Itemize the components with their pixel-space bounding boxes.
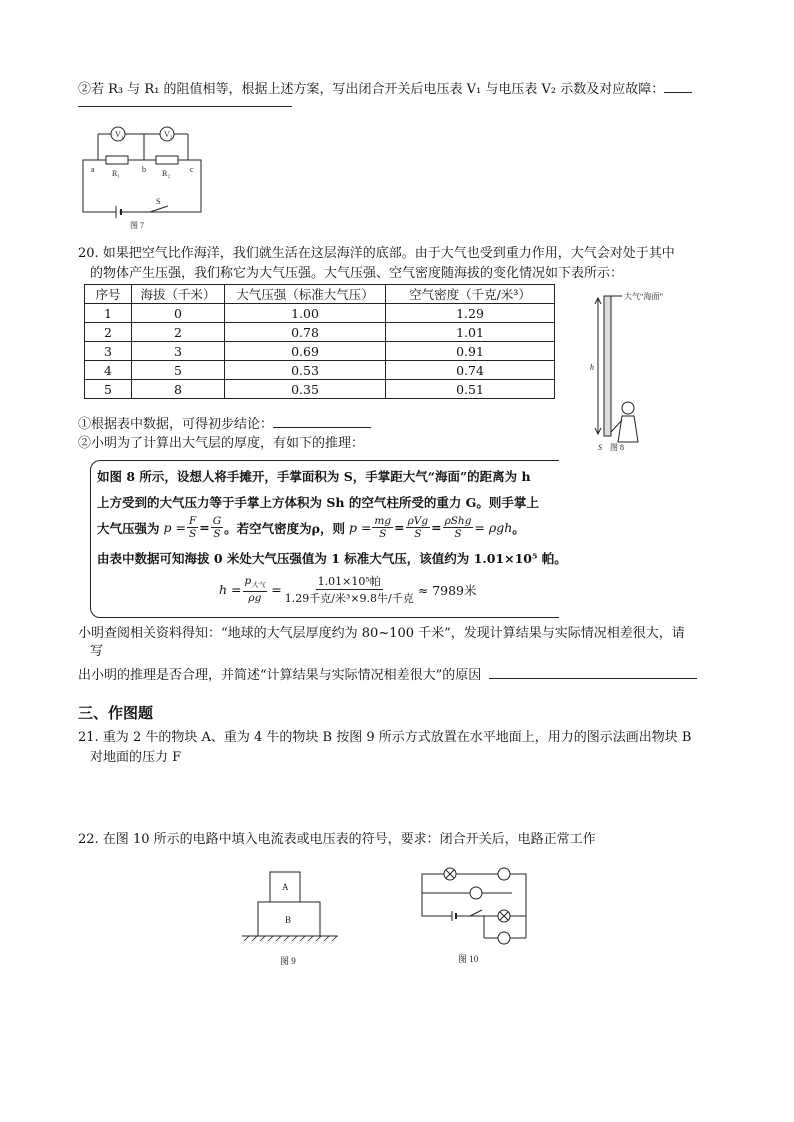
reasoning-line: 大气压强为 p = $\frac{F}{S}$ = $\frac{G}{S}$ 。若空气密度为ρ，则 p = $\frac{mg}{S}$ = $\frac{\text{ρVg}}{S}$ = $\frac{\text{ρShg}}{S}$ = ρgh 。: [97, 515, 525, 540]
svg-text:图 7: 图 7: [130, 221, 144, 230]
table-row: 2 2 0.78 1.01: [85, 323, 555, 342]
figure-7-circuit: [78, 120, 210, 232]
table-row: 3 3 0.69 0.91: [85, 342, 555, 361]
svg-text:a: a: [91, 165, 95, 174]
svg-text:V₁: V₁: [115, 130, 124, 139]
table-header: 空气密度（千克/米³）: [386, 285, 555, 304]
svg-text:S: S: [598, 443, 602, 452]
q20-after-line1: 小明查阅相关资料得知：“地球的大气层厚度约为 80~100 千米”，发现计算结果与实际情况相差很大，请: [78, 626, 685, 641]
q21-line2: 对地面的压力 F: [90, 750, 182, 765]
data-table: [84, 284, 555, 399]
svg-text:b: b: [142, 165, 146, 174]
q20-intro-line2: 的物体产生压强，我们称它为大气压强。大气压强、空气密度随海拔的变化情况如下表所示：: [90, 266, 624, 281]
q20-after-line2: 写: [90, 644, 104, 659]
svg-text:图 10: 图 10: [458, 954, 479, 964]
svg-text:S: S: [156, 197, 161, 206]
q22-line1: 22. 在图 10 所示的电路中填入电流表或电压表的符号，要求：闭合开关后，电路正常工作: [78, 832, 596, 847]
svg-text:V₂: V₂: [164, 130, 173, 139]
svg-text:图 8: 图 8: [610, 443, 624, 452]
q20-intro-line1: 20. 如果把空气比作海洋，我们就生活在这层海洋的底部。由于大气也受到重力作用，大气会对处于其中: [78, 246, 675, 261]
reasoning-box: [90, 460, 567, 618]
q20-sub2: ②小明为了计算出大气层的厚度，有如下的推理：: [78, 436, 365, 451]
svg-text:大气“海面”: 大气“海面”: [624, 292, 664, 301]
answer-blank[interactable]: [273, 413, 371, 428]
section-heading: 三、作图题: [78, 704, 154, 722]
q20-after-line3: 出小明的推理是否合理，并简述“计算结果与实际情况相差很大”的原因: [78, 664, 697, 686]
table-row: 4 5 0.53 0.74: [85, 361, 555, 380]
svg-text:A: A: [282, 882, 289, 892]
answer-blank[interactable]: [664, 78, 692, 93]
table-row: 1 0 1.00 1.29: [85, 304, 555, 323]
answer-blank[interactable]: [78, 106, 292, 107]
svg-text:B: B: [285, 915, 292, 925]
reasoning-line: 由表中数据可知海拔 0 米处大气压强值为 1 标准大气压，该值约为 1.01×10⁵ 帕。: [97, 551, 567, 566]
q19-question-text: ②若 R₃ 与 R₁ 的阻值相等，根据上述方案，写出闭合开关后电压表 V₁ 与电压表 V₂ 示数及对应故障：: [78, 78, 692, 100]
figure-8-air-column: [588, 290, 688, 456]
svg-text:h: h: [590, 363, 594, 372]
svg-text:R₂: R₂: [162, 169, 171, 178]
table-row: 5 8 0.35 0.51: [85, 380, 555, 399]
table-header: 序号: [85, 285, 132, 304]
svg-text:R₁: R₁: [112, 169, 121, 178]
figure-10-circuit: [416, 862, 536, 968]
table-header-row: [85, 285, 555, 304]
reasoning-line: 上方受到的大气压力等于手掌上方体积为 Sh 的空气柱所受的重力 G。则手掌上: [97, 495, 539, 510]
table-header: 海拔（千米）: [132, 285, 225, 304]
answer-blank[interactable]: [489, 664, 697, 679]
figure-9-blocks: [238, 868, 348, 968]
formula-result: h = $\frac{p_{大气}}{\rho g}$ = 1.01×10⁵帕 1.29千克/米³×9.8牛/千克 ≈ 7989米: [219, 575, 477, 605]
q20-sub1: ①根据表中数据，可得初步结论：: [78, 413, 371, 435]
svg-text:c: c: [190, 165, 194, 174]
reasoning-line: 如图 8 所示，设想人将手摊开，手掌面积为 S，手掌距大气“海面”的距离为 h: [97, 469, 531, 484]
table-header: 大气压强（标准大气压）: [225, 285, 386, 304]
q21-line1: 21. 重为 2 牛的物块 A、重为 4 牛的物块 B 按图 9 所示方式放置在水平地面上，用力的图示法画出物块 B: [78, 730, 692, 745]
svg-text:图 9: 图 9: [280, 956, 296, 966]
